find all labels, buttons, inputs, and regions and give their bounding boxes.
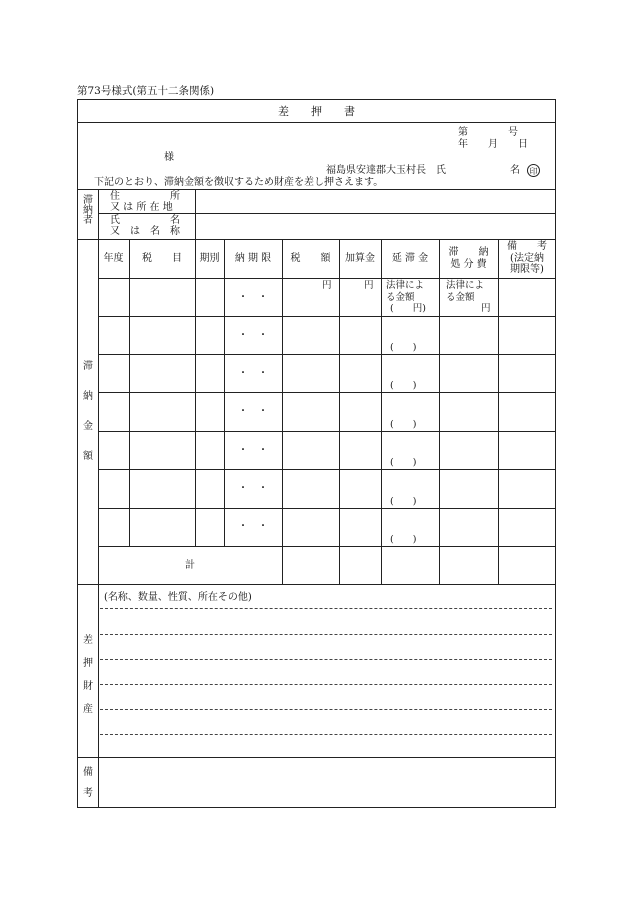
col-divider <box>381 239 382 584</box>
disposal-legal-2: る金額 <box>446 292 475 303</box>
header-tax-item: 税 目 <box>142 253 182 264</box>
col-divider <box>224 239 225 546</box>
late-fee-paren: ( ) <box>390 419 417 430</box>
issuer-name-suffix: 名 <box>510 165 520 176</box>
seized-property-section-label: 差 押 財 産 <box>83 635 93 715</box>
late-fee-paren: ( ) <box>390 457 417 468</box>
disposal-legal-1: 法律によ <box>446 280 485 291</box>
property-bottom <box>77 757 556 758</box>
col-divider <box>129 239 130 546</box>
header-disposal-fee-2: 処 分 費 <box>450 259 487 270</box>
col-divider <box>282 239 283 584</box>
additional-yen-unit: 円 <box>364 280 374 291</box>
document-date: 年 月 日 <box>458 139 528 150</box>
row-line <box>98 546 556 547</box>
property-line <box>100 684 552 685</box>
col-divider <box>195 239 196 546</box>
late-fee-legal-2: る金額 <box>386 292 415 303</box>
col-divider <box>498 239 499 584</box>
arrears-bottom <box>77 584 556 585</box>
taxpayer-divider <box>98 213 556 214</box>
property-hint: (名称、数量、性質、所在その他) <box>104 592 252 603</box>
taxpayer-section-label: 滞 納 者 <box>83 195 93 226</box>
col-divider <box>439 239 440 584</box>
due-date-dots: ・ ・ <box>238 292 268 303</box>
document-title: 差 押 書 <box>278 105 355 118</box>
row-line <box>98 392 556 393</box>
header-remarks-2: (法定納 <box>510 253 544 264</box>
title-divider <box>77 122 556 123</box>
document-number: 第 号 <box>458 127 518 138</box>
arrears-header-bottom <box>98 278 556 279</box>
header-due-date: 納 期 限 <box>234 253 272 264</box>
due-date-dots: ・ ・ <box>238 521 268 532</box>
late-fee-paren: ( ) <box>390 380 417 391</box>
row-line <box>98 354 556 355</box>
form-number: 第73号様式(第五十二条関係) <box>77 85 215 97</box>
late-fee-paren: ( ) <box>390 496 417 507</box>
property-line <box>100 634 552 635</box>
header-disposal-fee: 滞 納 <box>448 247 489 258</box>
late-fee-amount: ( 円) <box>390 303 426 314</box>
name-label: 氏 名 <box>110 215 180 226</box>
late-fee-paren: ( ) <box>390 534 417 545</box>
taxpayer-label-divider <box>195 189 196 239</box>
disposal-yen-unit: 円 <box>481 303 491 314</box>
address-label-alt: 又 は 所 在 地 <box>110 202 173 213</box>
addressee-suffix: 様 <box>164 152 174 163</box>
property-line <box>100 709 552 710</box>
header-additional-tax: 加算金 <box>345 253 375 264</box>
tax-yen-unit: 円 <box>322 280 332 291</box>
intro-text: 下記のとおり、滞納金額を徴収するため財産を差し押さえます。 <box>94 177 384 188</box>
late-fee-legal-1: 法律によ <box>386 280 425 291</box>
row-line <box>98 316 556 317</box>
col-divider <box>339 239 340 584</box>
seal-mark: 印 <box>527 164 540 177</box>
row-line <box>98 469 556 470</box>
total-label: 計 <box>185 560 195 571</box>
header-period: 期別 <box>199 253 220 264</box>
arrears-section-label: 滞 納 金 額 <box>83 361 93 462</box>
property-line <box>100 734 552 735</box>
due-date-dots: ・ ・ <box>238 368 268 379</box>
header-remarks: 備 考 <box>507 241 547 252</box>
late-fee-paren: ( ) <box>390 342 417 353</box>
property-line <box>100 608 552 609</box>
address-label: 住 所 <box>110 191 180 202</box>
header-remarks-3: 期限等) <box>510 264 544 275</box>
issuer-name: 福島県安達郡大玉村長 氏 <box>326 165 446 176</box>
header-tax-amount: 税 額 <box>290 253 331 264</box>
due-date-dots: ・ ・ <box>238 406 268 417</box>
header-divider <box>77 189 556 190</box>
taxpayer-bottom <box>77 239 556 240</box>
row-line <box>98 431 556 432</box>
row-line <box>98 508 556 509</box>
name-label-alt: 又 は 名 称 <box>110 226 180 237</box>
due-date-dots: ・ ・ <box>238 445 268 456</box>
label-column-divider <box>98 189 99 808</box>
header-year: 年度 <box>103 253 124 264</box>
property-line <box>100 659 552 660</box>
header-late-fee: 延 滞 金 <box>391 253 429 264</box>
remarks-section-label: 備 考 <box>83 767 93 799</box>
due-date-dots: ・ ・ <box>238 330 268 341</box>
due-date-dots: ・ ・ <box>238 483 268 494</box>
